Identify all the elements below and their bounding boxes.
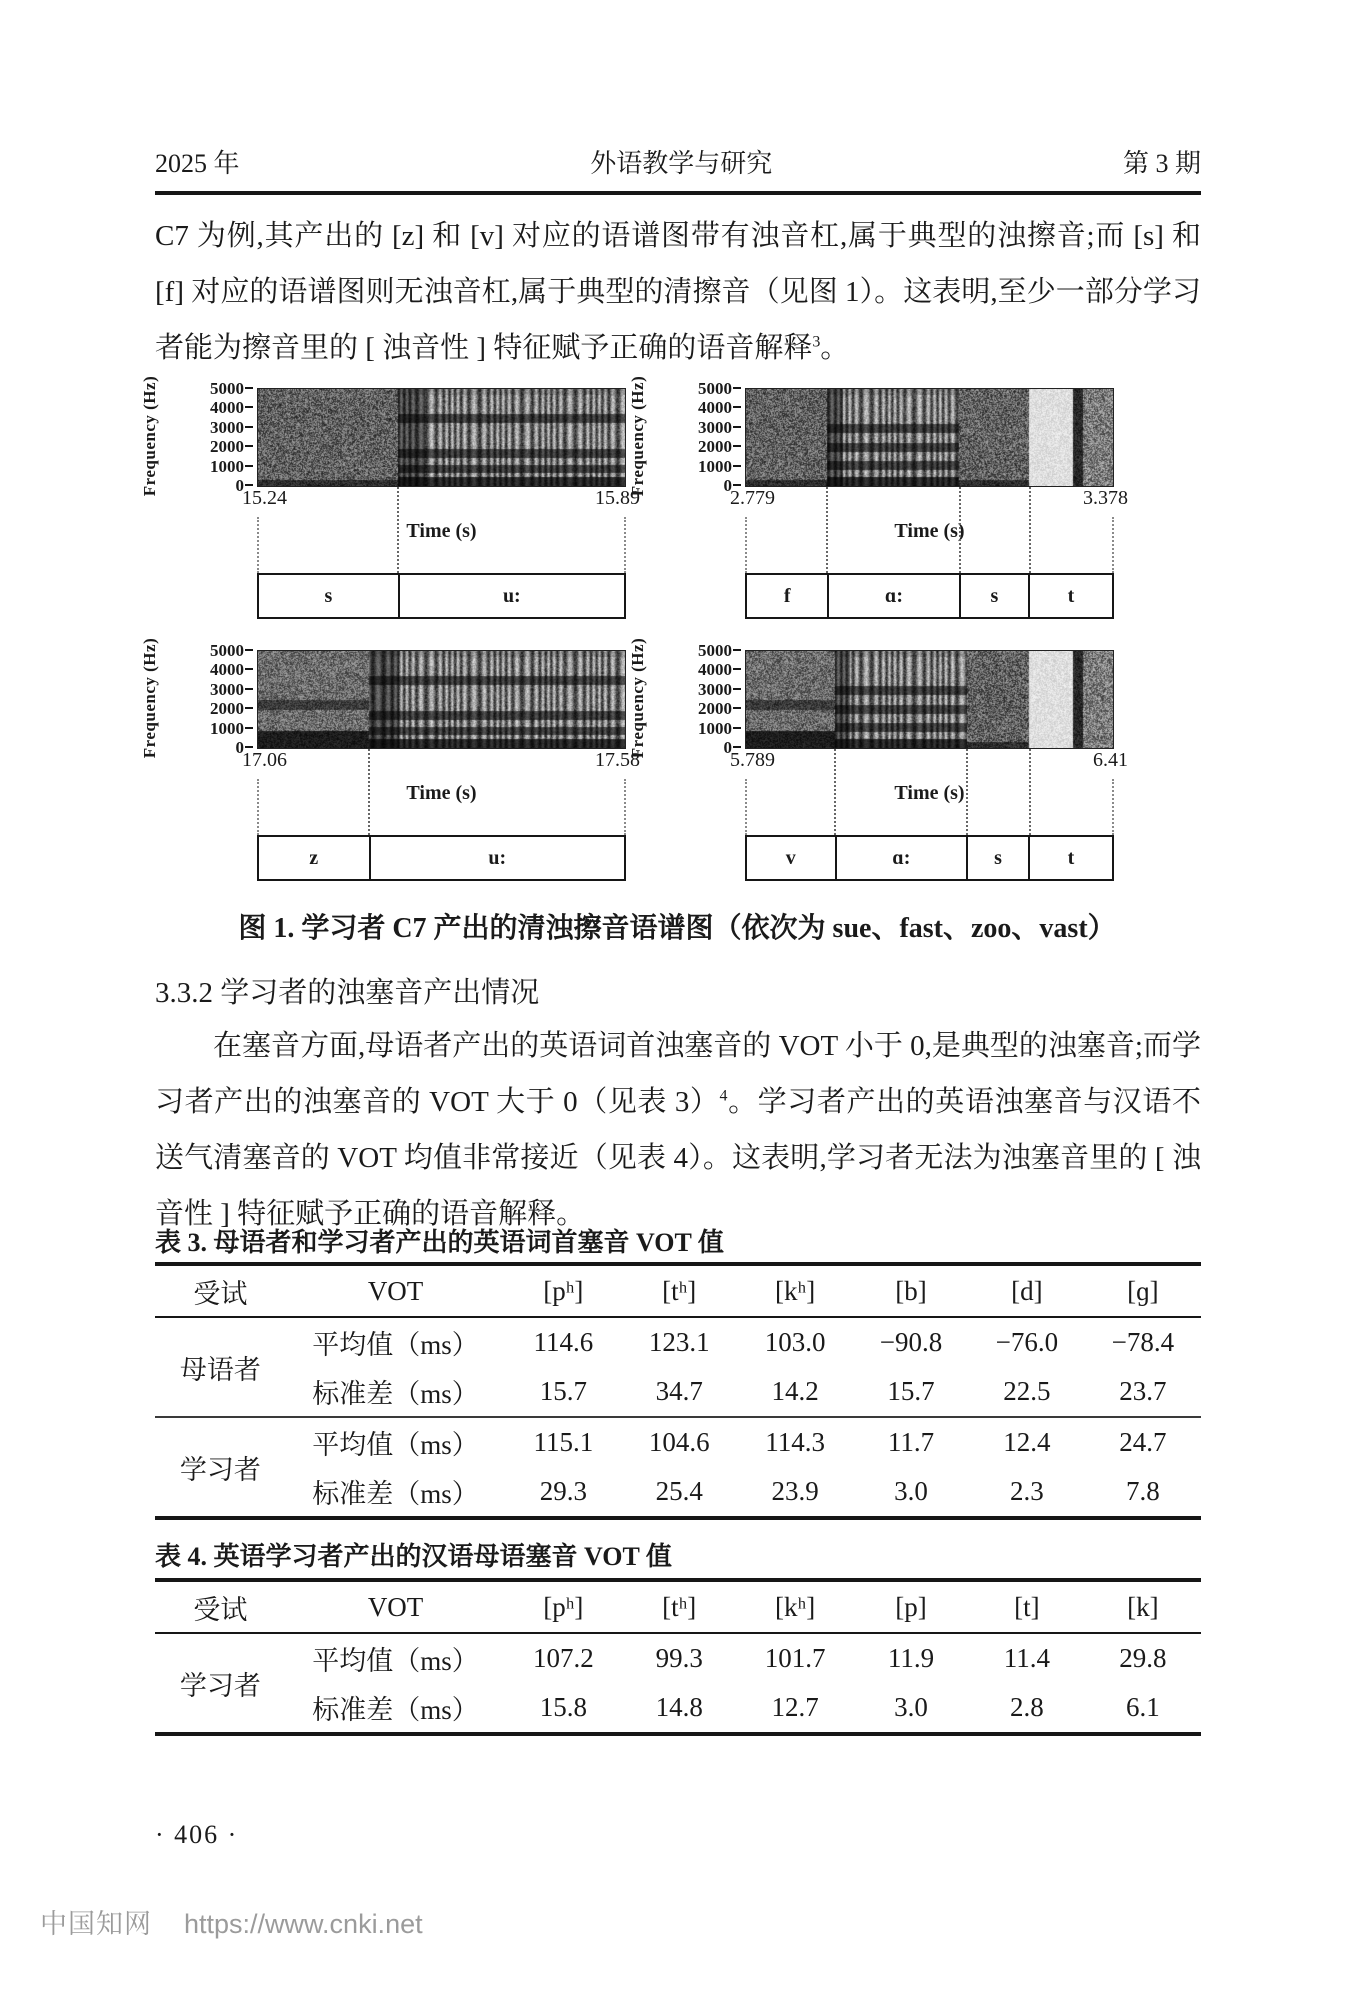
freq-tick-label: 5000 xyxy=(698,379,732,398)
spectrogram-panel-fast xyxy=(628,375,1128,633)
segment-label: u: xyxy=(369,837,625,879)
freq-tick-label: 2000 xyxy=(698,699,732,719)
spectrogram-image-zoo xyxy=(257,650,626,749)
time-end-label: 6.41 xyxy=(1093,749,1128,771)
frequency-axis-label: Frequency (Hz) xyxy=(628,375,647,497)
freq-tick-mark xyxy=(733,387,741,389)
segment-edge-line xyxy=(257,517,259,573)
value-cell: 114.6 xyxy=(533,1327,594,1357)
freq-tick-mark xyxy=(245,649,253,651)
value-cell: 25.4 xyxy=(655,1476,703,1506)
value-cell: 115.1 xyxy=(533,1427,594,1457)
time-axis-label: Time (s) xyxy=(406,782,477,804)
column-header: [kʰ] xyxy=(775,1591,816,1622)
freq-tick-label: 0 xyxy=(235,738,244,757)
freq-tick-mark xyxy=(245,426,253,428)
freq-tick-mark xyxy=(733,727,741,729)
freq-tick-label: 2000 xyxy=(210,437,244,457)
segment-edge-line xyxy=(624,779,626,835)
segment-tier-sue xyxy=(257,573,626,619)
row-label-cell: 标准差（ms） xyxy=(312,1379,479,1409)
paragraph-2-text-a: 在塞音方面,母语者产出的英语词首浊塞音的 VOT 小于 0,是典型的浊塞音;而学习者产出的浊塞音的 VOT 大于 0（见表 3） xyxy=(155,1030,1201,1118)
paragraph-1 xyxy=(155,208,1201,376)
column-header: [p] xyxy=(895,1591,927,1622)
row-label-cell: 平均值（ms） xyxy=(312,1430,479,1460)
value-cell: 22.5 xyxy=(1003,1376,1051,1406)
page-header xyxy=(155,148,1201,179)
value-cell: 24.7 xyxy=(1119,1427,1167,1457)
table-3 xyxy=(155,1262,1201,1520)
value-cell: 34.7 xyxy=(655,1376,703,1406)
row-label-cell: 平均值（ms） xyxy=(312,1330,479,1360)
value-cell: 99.3 xyxy=(655,1643,703,1673)
figure-1-spectrograms xyxy=(140,375,1220,893)
freq-tick-mark xyxy=(245,406,253,408)
time-end-label: 15.89 xyxy=(595,487,640,509)
freq-tick-label: 0 xyxy=(723,476,732,495)
cnki-watermark xyxy=(40,1902,423,1941)
freq-tick-mark xyxy=(733,426,741,428)
figure-1-caption: 图 1. 学习者 C7 产出的清浊擦音语谱图（依次为 sue、fast、zoo、vast） xyxy=(238,913,1116,944)
freq-tick-label: 3000 xyxy=(698,679,732,699)
column-header: [b] xyxy=(895,1275,927,1306)
spectrogram-image-fast xyxy=(745,388,1114,487)
freq-tick-mark xyxy=(245,746,253,748)
time-start-label: 5.789 xyxy=(730,749,775,771)
value-cell: 23.9 xyxy=(771,1476,819,1506)
freq-tick-mark xyxy=(733,465,741,467)
frequency-ticks xyxy=(650,379,743,495)
value-cell: 107.2 xyxy=(532,1643,594,1673)
vot-table-mandarin xyxy=(155,1578,1201,1736)
freq-tick-mark xyxy=(733,668,741,670)
freq-tick-mark xyxy=(245,688,253,690)
segment-label: z xyxy=(309,846,319,869)
segment-boundary-line xyxy=(966,749,968,835)
value-cell: 6.1 xyxy=(1126,1692,1160,1722)
segment-tier-zoo xyxy=(257,835,626,881)
freq-tick-label: 1000 xyxy=(698,456,732,476)
column-header: [pʰ] xyxy=(543,1591,584,1622)
freq-tick-label: 2000 xyxy=(698,437,732,457)
value-cell: 29.3 xyxy=(539,1476,587,1506)
column-header: VOT xyxy=(367,1591,424,1622)
spectrogram-image-sue xyxy=(257,388,626,487)
frequency-ticks xyxy=(650,641,743,757)
value-cell: 104.6 xyxy=(648,1427,710,1457)
column-header: 受试 xyxy=(193,1278,248,1309)
table-4 xyxy=(155,1578,1201,1736)
spectrogram-panel-zoo xyxy=(140,637,640,895)
time-start-label: 15.24 xyxy=(242,487,287,509)
column-header: [d] xyxy=(1011,1275,1043,1306)
segment-boundary-line xyxy=(959,487,961,573)
value-cell: −78.4 xyxy=(1111,1327,1175,1357)
column-header: [t] xyxy=(1014,1591,1040,1622)
segment-boundary-line xyxy=(834,749,836,835)
freq-tick-mark xyxy=(733,707,741,709)
segment-label: f xyxy=(783,584,791,607)
freq-tick-mark xyxy=(245,465,253,467)
table-4-title: 表 4. 英语学习者产出的汉语母语塞音 VOT 值 xyxy=(155,1542,672,1571)
paragraph-1-text: C7 为例,其产出的 [z] 和 [v] 对应的语谱图带有浊音杠,属于典型的浊擦音;而 [s] 和 [f] 对应的语谱图则无浊音杠,属于典型的清擦音（见图 1）。这表明,至少一部分学习者能为擦音里的 [ 浊音性 ] 特征赋予正确的语音解释 xyxy=(155,220,1201,364)
freq-tick-label: 0 xyxy=(235,476,244,495)
vot-table-english xyxy=(155,1262,1201,1520)
segment-edge-line xyxy=(1112,517,1114,573)
freq-tick-label: 4000 xyxy=(698,398,732,418)
frequency-axis-label: Frequency (Hz) xyxy=(140,637,159,759)
row-label-cell: 标准差（ms） xyxy=(312,1479,479,1509)
value-cell: 103.0 xyxy=(764,1327,826,1357)
cnki-url: https://www.cnki.net xyxy=(184,1909,423,1939)
segment-boundary-line xyxy=(1029,487,1031,573)
segment-label: v xyxy=(785,846,796,869)
value-cell: 11.7 xyxy=(887,1427,935,1457)
section-heading-332: 3.3.2 学习者的浊塞音产出情况 xyxy=(155,977,540,1009)
table-row xyxy=(155,1317,1201,1367)
freq-tick-label: 3000 xyxy=(210,417,244,437)
table-row xyxy=(155,1467,1201,1518)
segment-label: s xyxy=(966,837,1028,879)
spectrogram-panel-vast xyxy=(628,637,1128,895)
segment-label: ɑ: xyxy=(827,575,958,617)
freq-tick-label: 5000 xyxy=(698,641,732,660)
spectrogram-panel-sue xyxy=(140,375,640,633)
segment-connectors xyxy=(257,487,626,573)
column-header: [tʰ] xyxy=(662,1591,697,1622)
segment-tier-fast xyxy=(745,573,1114,619)
freq-tick-label: 5000 xyxy=(210,641,244,660)
value-cell: −90.8 xyxy=(879,1327,943,1357)
freq-tick-label: 2000 xyxy=(210,699,244,719)
subject-group-cell: 母语者 xyxy=(179,1354,261,1385)
column-header: VOT xyxy=(367,1275,424,1306)
segment-connectors xyxy=(257,749,626,835)
freq-tick-label: 5000 xyxy=(210,379,244,398)
time-start-label: 2.779 xyxy=(730,487,775,509)
header-journal-title: 外语教学与研究 xyxy=(590,149,773,178)
footnote-mark-4: 4 xyxy=(719,1087,728,1105)
time-start-label: 17.06 xyxy=(242,749,287,771)
header-issue: 第 3 期 xyxy=(1122,149,1201,178)
value-cell: −76.0 xyxy=(995,1327,1059,1357)
freq-tick-mark xyxy=(733,484,741,486)
spectrogram-image-vast xyxy=(745,650,1114,749)
segment-connectors xyxy=(745,487,1114,573)
column-header: [kʰ] xyxy=(775,1275,816,1306)
value-cell: 12.7 xyxy=(771,1692,819,1722)
freq-tick-mark xyxy=(733,406,741,408)
column-header: [tʰ] xyxy=(662,1275,697,1306)
value-cell: 15.8 xyxy=(539,1692,587,1722)
value-cell: 29.8 xyxy=(1119,1643,1167,1673)
value-cell: 23.7 xyxy=(1119,1376,1167,1406)
value-cell: 12.4 xyxy=(1003,1427,1051,1457)
freq-tick-label: 1000 xyxy=(210,718,244,738)
value-cell: 2.8 xyxy=(1010,1692,1044,1722)
row-label-cell: 标准差（ms） xyxy=(312,1695,479,1725)
column-header: 受试 xyxy=(193,1594,248,1625)
value-cell: 123.1 xyxy=(648,1327,710,1357)
segment-boundary-line xyxy=(826,487,828,573)
segment-edge-line xyxy=(1112,779,1114,835)
segment-edge-line xyxy=(745,779,747,835)
freq-tick-label: 1000 xyxy=(698,718,732,738)
freq-tick-mark xyxy=(245,387,253,389)
segment-label: s xyxy=(959,575,1028,617)
header-divider-rule xyxy=(155,191,1201,195)
paragraph-2-text-b: 。学习者产出的英语浊塞音与汉语不送气清塞音的 VOT 均值非常接近（见表 4）。这表明,学习者无法为浊塞音里的 [ 浊音性 ] 特征赋予正确的语音解释。 xyxy=(155,1086,1201,1230)
segment-connectors xyxy=(745,749,1114,835)
freq-tick-mark xyxy=(245,668,253,670)
segment-label: s xyxy=(324,584,333,607)
subject-group-cell: 学习者 xyxy=(179,1670,261,1701)
value-cell: 3.0 xyxy=(894,1476,928,1506)
freq-tick-mark xyxy=(733,445,741,447)
value-cell: 14.2 xyxy=(771,1376,819,1406)
value-cell: 11.9 xyxy=(887,1643,935,1673)
table-3-title: 表 3. 母语者和学习者产出的英语词首塞音 VOT 值 xyxy=(155,1228,724,1257)
frequency-axis-label: Frequency (Hz) xyxy=(628,637,647,759)
freq-tick-mark xyxy=(245,707,253,709)
value-cell: 15.7 xyxy=(539,1376,587,1406)
table-row xyxy=(155,1417,1201,1467)
value-cell: 2.3 xyxy=(1010,1476,1044,1506)
time-axis-label: Time (s) xyxy=(894,782,965,804)
paragraph-1-period: 。 xyxy=(820,332,850,364)
table-row xyxy=(155,1367,1201,1417)
segment-edge-line xyxy=(745,517,747,573)
segment-label: t xyxy=(1028,837,1112,879)
frequency-ticks xyxy=(162,379,255,495)
page-number: · 406 · xyxy=(155,1820,239,1849)
value-cell: 14.8 xyxy=(655,1692,703,1722)
freq-tick-mark xyxy=(245,445,253,447)
time-end-label: 3.378 xyxy=(1083,487,1128,509)
cnki-site-name: 中国知网 xyxy=(40,1909,152,1939)
segment-boundary-line xyxy=(368,749,370,835)
segment-edge-line xyxy=(624,517,626,573)
value-cell: 7.8 xyxy=(1126,1476,1160,1506)
footnote-mark-3: 3 xyxy=(812,333,821,351)
subject-group-cell: 学习者 xyxy=(179,1454,261,1485)
freq-tick-mark xyxy=(733,746,741,748)
segment-label: ɑ: xyxy=(835,837,966,879)
frequency-axis-label: Frequency (Hz) xyxy=(140,375,159,497)
time-axis-label: Time (s) xyxy=(894,520,965,542)
frequency-ticks xyxy=(162,641,255,757)
freq-tick-mark xyxy=(733,688,741,690)
freq-tick-mark xyxy=(245,484,253,486)
value-cell: 3.0 xyxy=(894,1692,928,1722)
segment-tier-vast xyxy=(745,835,1114,881)
freq-tick-label: 4000 xyxy=(210,398,244,418)
table-row xyxy=(155,1633,1201,1683)
header-year: 2025 年 xyxy=(155,149,240,178)
freq-tick-label: 4000 xyxy=(698,660,732,680)
column-header: [k] xyxy=(1127,1591,1159,1622)
freq-tick-label: 0 xyxy=(723,738,732,757)
value-cell: 15.7 xyxy=(887,1376,935,1406)
row-label-cell: 平均值（ms） xyxy=(312,1646,479,1676)
freq-tick-mark xyxy=(245,727,253,729)
table-row xyxy=(155,1683,1201,1734)
segment-boundary-line xyxy=(1029,749,1031,835)
freq-tick-label: 3000 xyxy=(210,679,244,699)
paragraph-2 xyxy=(155,1018,1201,1242)
segment-edge-line xyxy=(257,779,259,835)
value-cell: 114.3 xyxy=(765,1427,825,1457)
value-cell: 11.4 xyxy=(1003,1643,1051,1673)
freq-tick-label: 1000 xyxy=(210,456,244,476)
time-axis-label: Time (s) xyxy=(406,520,477,542)
freq-tick-label: 3000 xyxy=(698,417,732,437)
freq-tick-mark xyxy=(733,649,741,651)
value-cell: 101.7 xyxy=(764,1643,826,1673)
segment-boundary-line xyxy=(397,487,399,573)
column-header: [ɡ] xyxy=(1127,1275,1159,1306)
time-end-label: 17.58 xyxy=(595,749,640,771)
segment-label: t xyxy=(1028,575,1112,617)
segment-label: u: xyxy=(398,575,624,617)
column-header: [pʰ] xyxy=(543,1275,584,1306)
freq-tick-label: 4000 xyxy=(210,660,244,680)
